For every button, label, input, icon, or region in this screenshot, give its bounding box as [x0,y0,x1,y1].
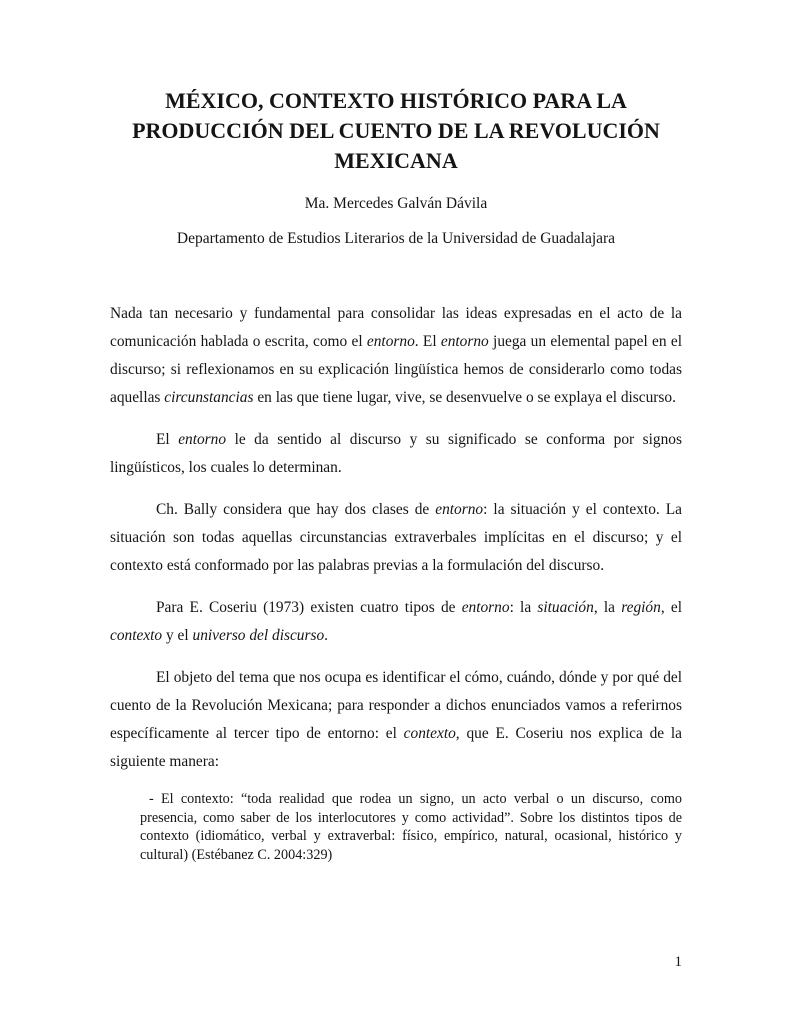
italic-term: entorno [366,333,415,350]
italic-term: contexto [110,627,163,644]
author-affiliation: Departamento de Estudios Literarios de la Universidad de Guadalajara [176,230,616,247]
italic-term: región [621,599,661,616]
italic-term: universo del discurso [192,627,325,644]
paragraph-entorno-intro: Nada tan necesario y fundamental para consolidar las ideas expresadas en el acto de la comunicación hablada o escrita, como el entorno. El entorno juega un elemental papel en el discurso; si reflexionamos en su explicación lingüística hemos de considerarlo como todas aquellas circunstancias en las que tiene lugar, vive, se desenvuelve o se explaya el discurso. [110,305,682,406]
italic-term: entorno [440,333,489,350]
paragraph-objeto-del-tema: El objeto del tema que nos ocupa es identificar el cómo, cuándo, dónde y por qué del cuento de la Revolución Mexicana; para responder a dichos enunciados vamos a referirnos específicamente al tercer tipo de entorno: el contexto, que E. Coseriu nos explica de la siguiente manera: [110,669,682,770]
page-number: 1 [674,954,682,970]
italic-term: entorno [435,501,484,518]
italic-term: situación [537,599,594,616]
author-name: Ma. Mercedes Galván Dávila [304,195,488,212]
italic-term: circunstancias [164,389,254,406]
italic-term: entorno [461,599,510,616]
italic-term: entorno [178,431,227,448]
italic-term: contexto, [403,725,460,742]
paragraph-coseriu-tipos: Para E. Coseriu (1973) existen cuatro tipos de entorno: la situación, la región, el contexto y el universo del discurso. [110,599,682,644]
block-quote-definicion-contexto: - El contexto: “toda realidad que rodea un signo, un acto verbal o un discurso, como presencia, como saber de los interlocutores y como actividad”. Sobre los distintos tipos de contexto (idiomático, verbal y extraverbal: físico, empírico, natural, ocasional, histórico y cultural) (Estébanez C. 2004:329) [140,791,682,863]
paragraph-entorno-sentido: El entorno le da sentido al discurso y su significado se conforma por signos lingüísticos, los cuales lo determinan. [110,431,682,476]
document-body [110,300,682,864]
paragraph-ch-bally: Ch. Bally considera que hay dos clases de entorno: la situación y el contexto. La situación son todas aquellas circunstancias extraverbales implícitas en el discurso; y el contexto está conformado por las palabras previas a la formulación del discurso. [110,501,682,574]
page-title: MÉXICO, CONTEXTO HISTÓRICO PARA LA PRODUCCIÓN DEL CUENTO DE LA REVOLUCIÓN MEXICANA [132,88,660,173]
